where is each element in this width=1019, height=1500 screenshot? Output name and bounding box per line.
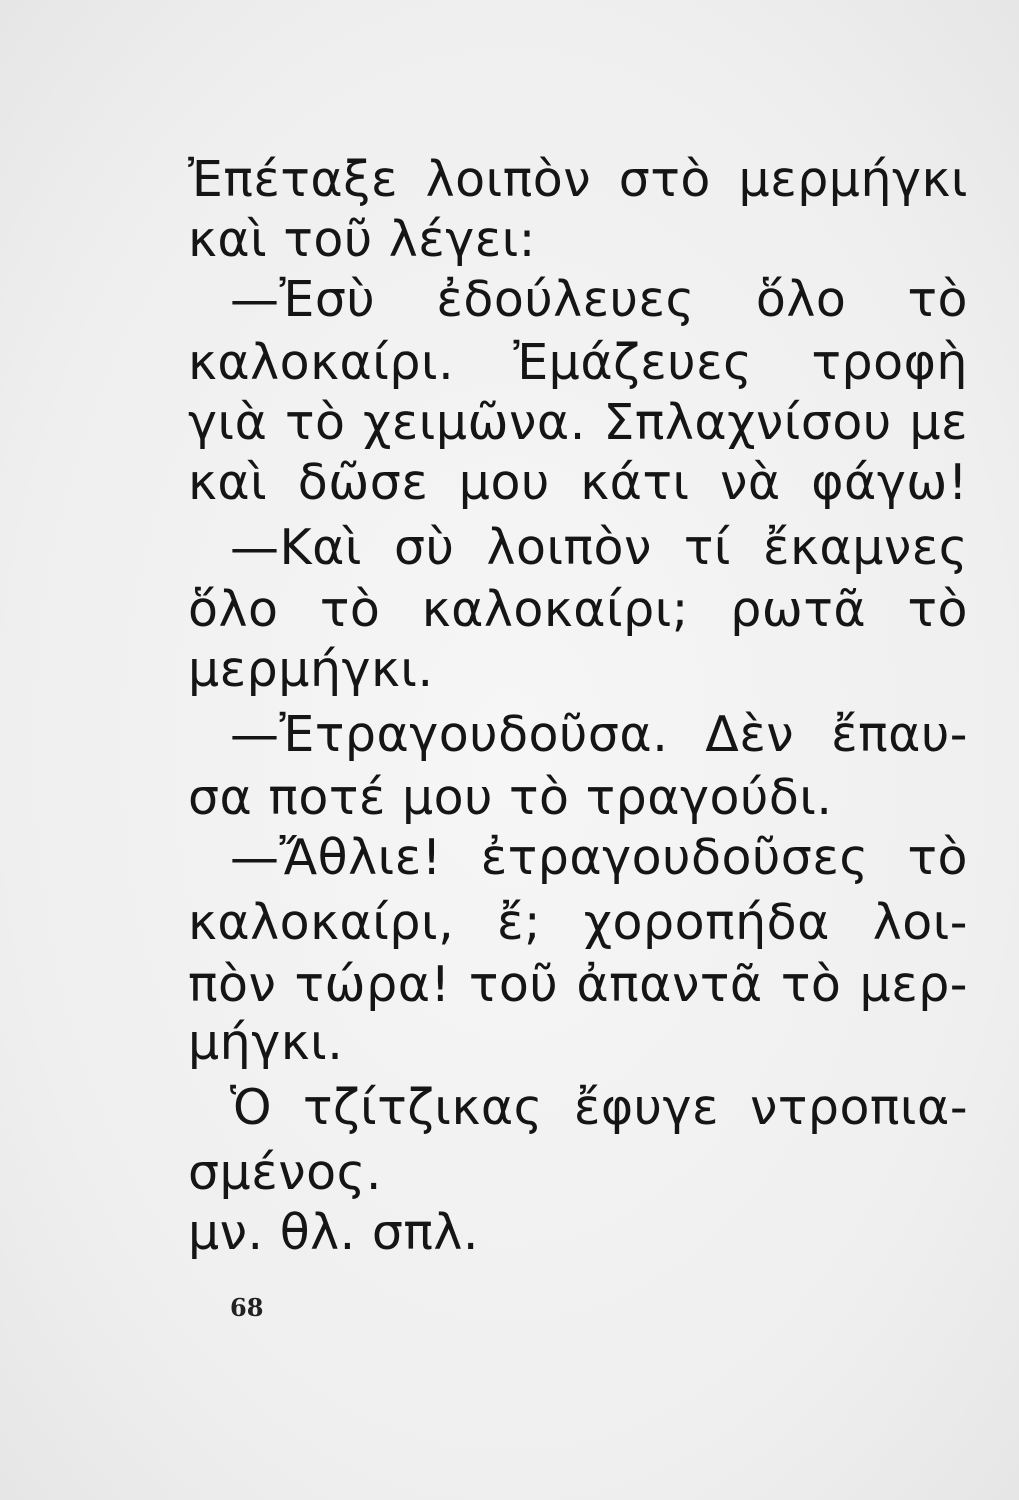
text-line: μερμήγκι. — [188, 641, 434, 698]
text-line: μήγκι. — [188, 1014, 344, 1071]
text-line: —Ἐτραγουδοῦσα. Δὲν ἔπαυ- — [230, 706, 968, 763]
page-number: 68 — [230, 1293, 264, 1322]
text-line: ὅλο τὸ καλοκαίρι; ρωτᾶ τὸ — [188, 581, 968, 638]
text-line: πὸν τώρα! τοῦ ἀπαντᾶ τὸ μερ- — [188, 956, 968, 1013]
text-line: σα ποτέ μου τὸ τραγούδι. — [188, 769, 833, 826]
text-line: καὶ δῶσε μου κάτι νὰ φάγω! — [188, 454, 968, 511]
text-line: Ὁ τζίτζικας ἔφυγε ντροπια- — [230, 1079, 968, 1136]
text-line: καλοκαίρι, ἔ; χοροπήδα λοι- — [188, 894, 968, 951]
text-line: καὶ τοῦ λέγει: — [188, 211, 536, 268]
text-line: γιὰ τὸ χειμῶνα. Σπλαχνίσου με — [188, 394, 968, 451]
text-line: —Ἐσὺ ἐδούλευες ὅλο τὸ — [230, 271, 968, 328]
text-line: Ἐπέταξε λοιπὸν στὸ μερμήγκι — [188, 151, 968, 208]
text-line: καλοκαίρι. Ἐμάζευες τροφὴ — [188, 334, 968, 391]
text-line: —Καὶ σὺ λοιπὸν τί ἔκαμνες — [230, 519, 968, 576]
text-line: —Ἄθλιε! ἐτραγουδοῦσες τὸ — [230, 829, 968, 886]
text-line: σμένος. — [188, 1144, 382, 1201]
text-line: μν. θλ. σπλ. — [188, 1204, 479, 1261]
